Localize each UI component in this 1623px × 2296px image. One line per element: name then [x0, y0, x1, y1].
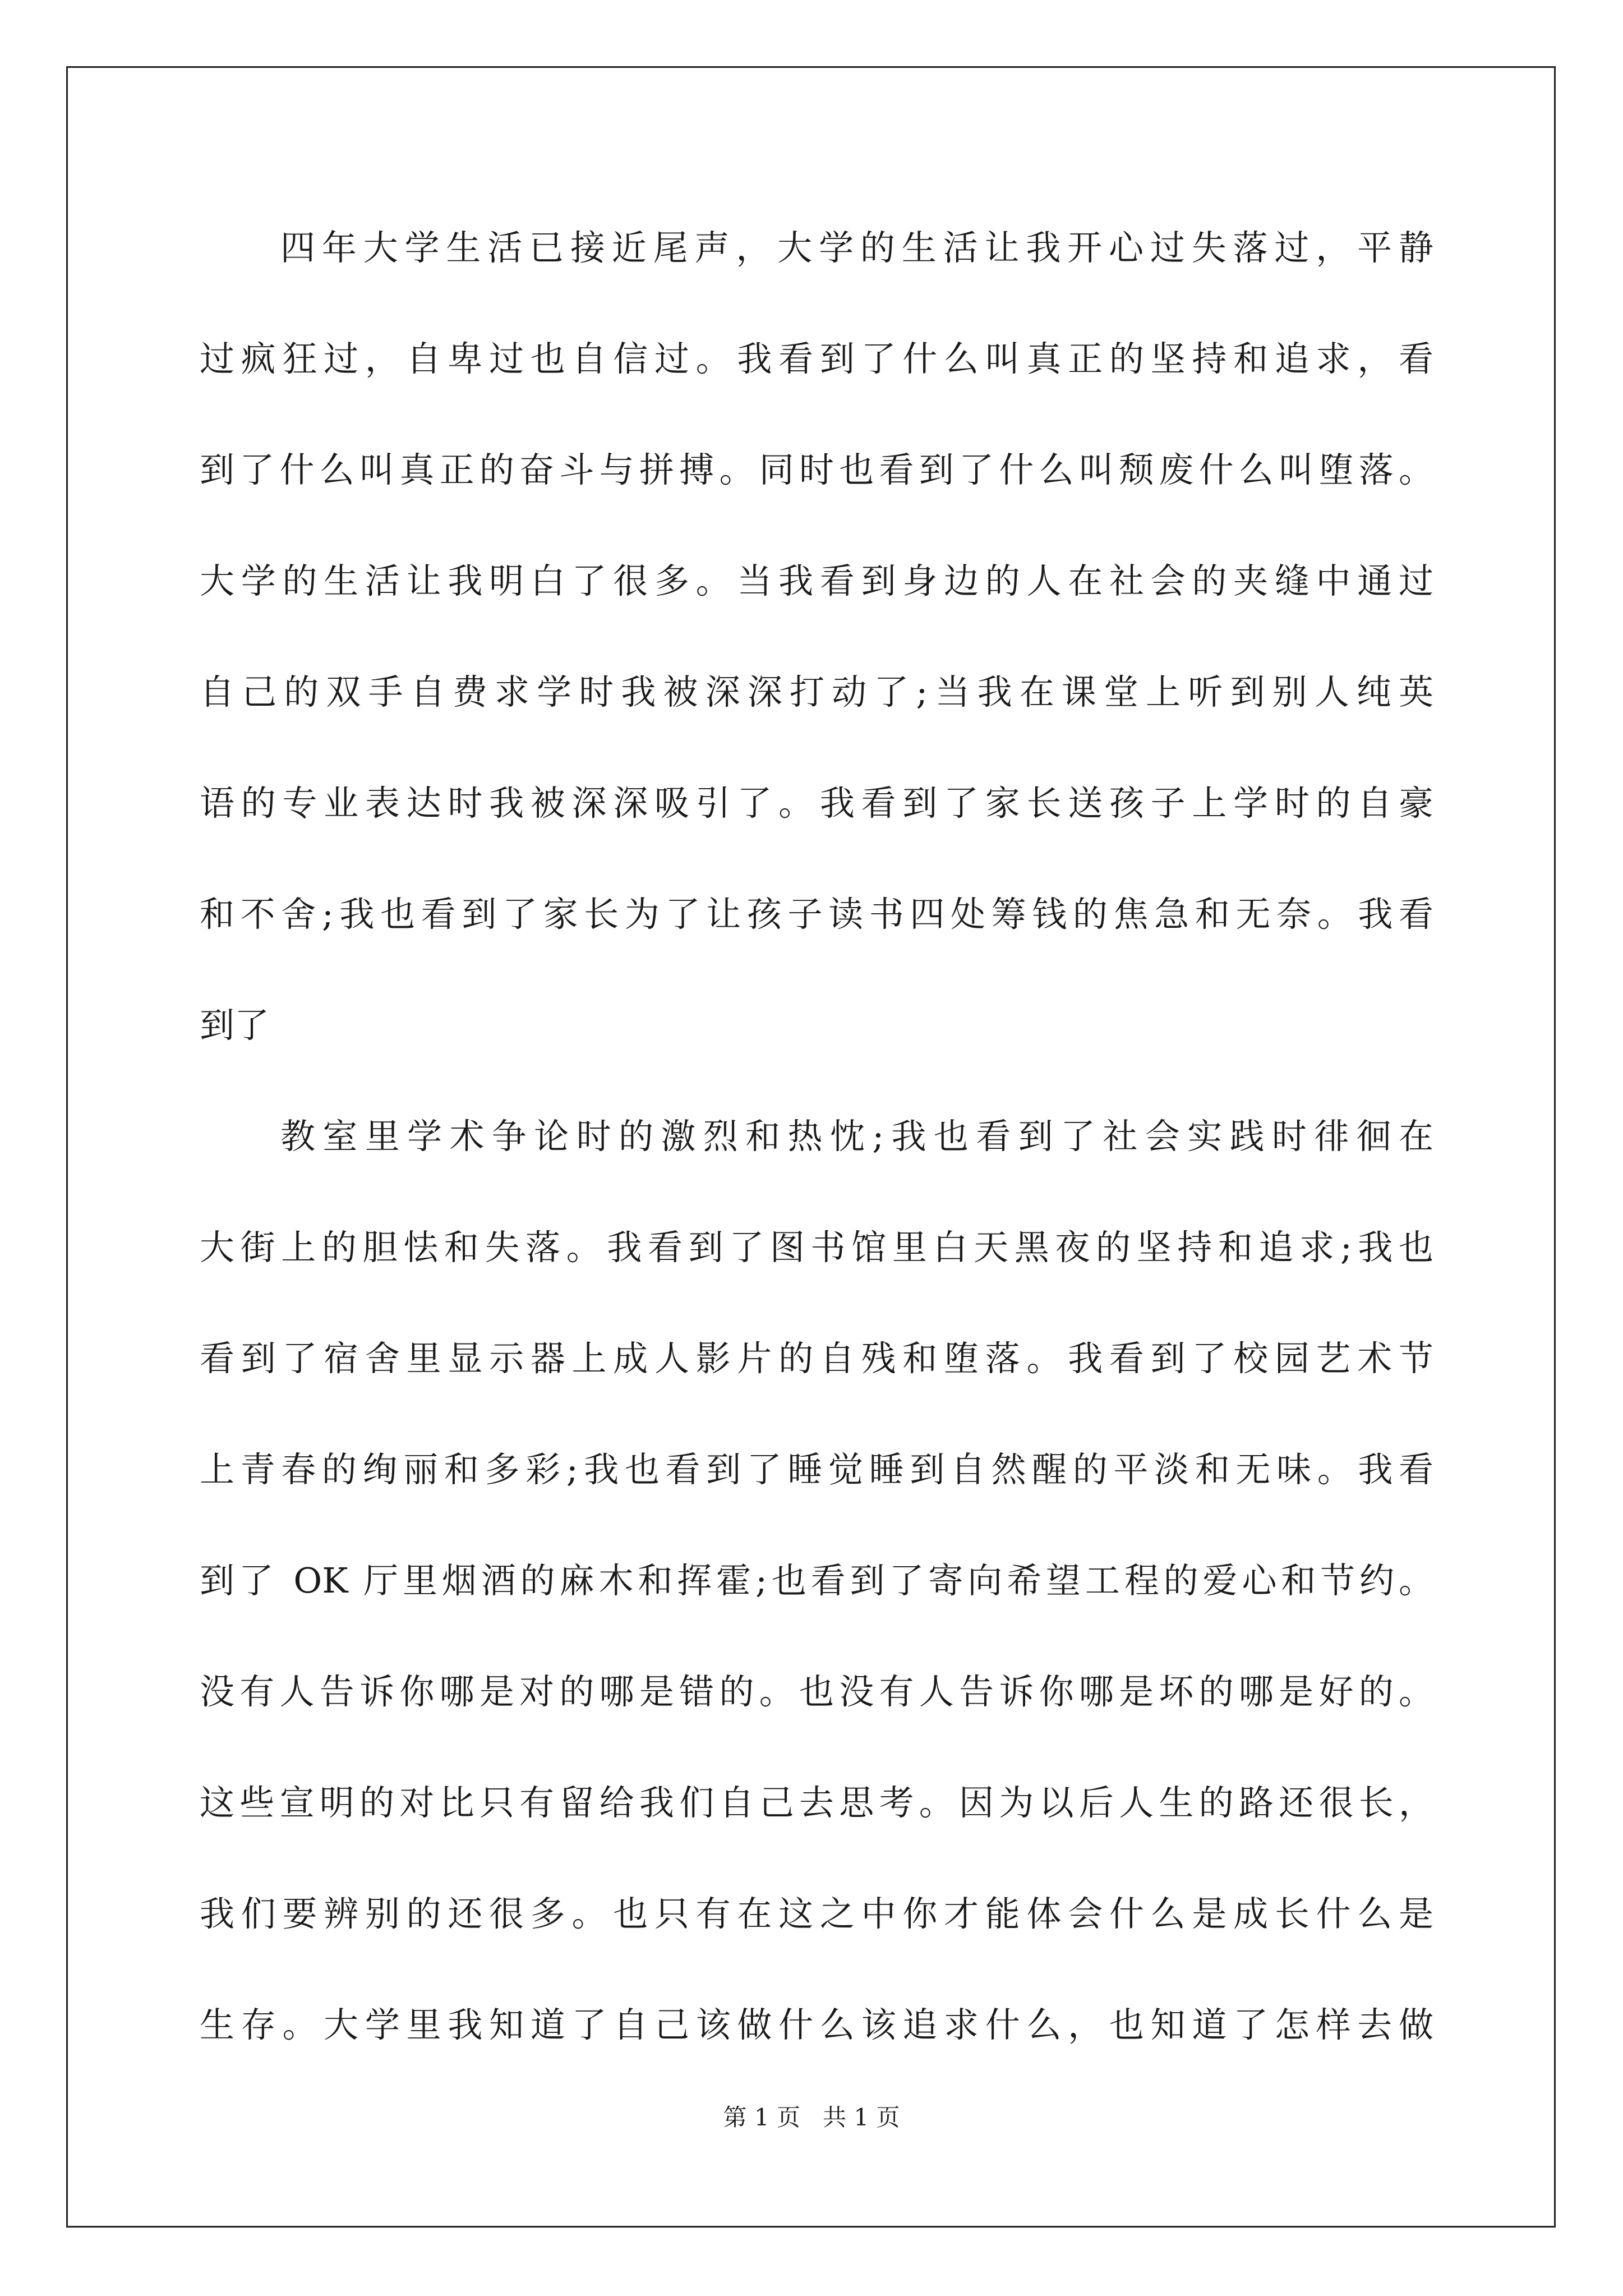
text-line-5: 自己的双手自费求学时我被深深打动了;当我在课堂上听到别人纯英	[200, 671, 1433, 712]
text-line-10: 大街上的胆怯和失落。我看到了图书馆里白天黑夜的坚持和追求;我也	[200, 1227, 1433, 1268]
text-line-9: 教室里学术争论时的激烈和热忱;我也看到了社会实践时徘徊在	[280, 1116, 1433, 1157]
text-line-6: 语的专业表达时我被深深吸引了。我看到了家长送孩子上学时的自豪	[200, 783, 1433, 823]
text-line-3: 到了什么叫真正的奋斗与拼搏。同时也看到了什么叫颓废什么叫堕落。	[200, 449, 1433, 490]
text-line-8: 到了	[200, 1005, 270, 1046]
text-line-2: 过疯狂过，自卑过也自信过。我看到了什么叫真正的坚持和追求，看	[200, 338, 1433, 379]
text-line-11: 看到了宿舍里显示器上成人影片的自残和堕落。我看到了校园艺术节	[200, 1338, 1433, 1379]
text-line-7: 和不舍;我也看到了家长为了让孩子读书四处筹钱的焦急和无奈。我看	[200, 894, 1433, 935]
page-footer	[0, 2101, 1623, 2134]
text-line-1: 四年大学生活已接近尾声，大学的生活让我开心过失落过，平静	[280, 227, 1433, 268]
text-line-17: 生存。大学里我知道了自己该做什么该追求什么，也知道了怎样去做	[200, 2004, 1433, 2045]
text-line-16: 我们要辨别的还很多。也只有在这之中你才能体会什么是成长什么是	[200, 1893, 1433, 1934]
text-line-4: 大学的生活让我明白了很多。当我看到身边的人在社会的夹缝中通过	[200, 560, 1433, 601]
text-line-15: 这些宣明的对比只有留给我们自己去思考。因为以后人生的路还很长，	[200, 1782, 1433, 1823]
text-line-14: 没有人告诉你哪是对的哪是错的。也没有人告诉你哪是坏的哪是好的。	[200, 1671, 1433, 1712]
text-line-12: 上青春的绚丽和多彩;我也看到了睡觉睡到自然醒的平淡和无味。我看	[200, 1449, 1433, 1490]
text-line-13: 到了 OK 厅里烟酒的麻木和挥霍;也看到了寄向希望工程的爱心和节约。	[200, 1560, 1433, 1601]
page-number: 第 1 页 共 1 页	[723, 2104, 900, 2131]
